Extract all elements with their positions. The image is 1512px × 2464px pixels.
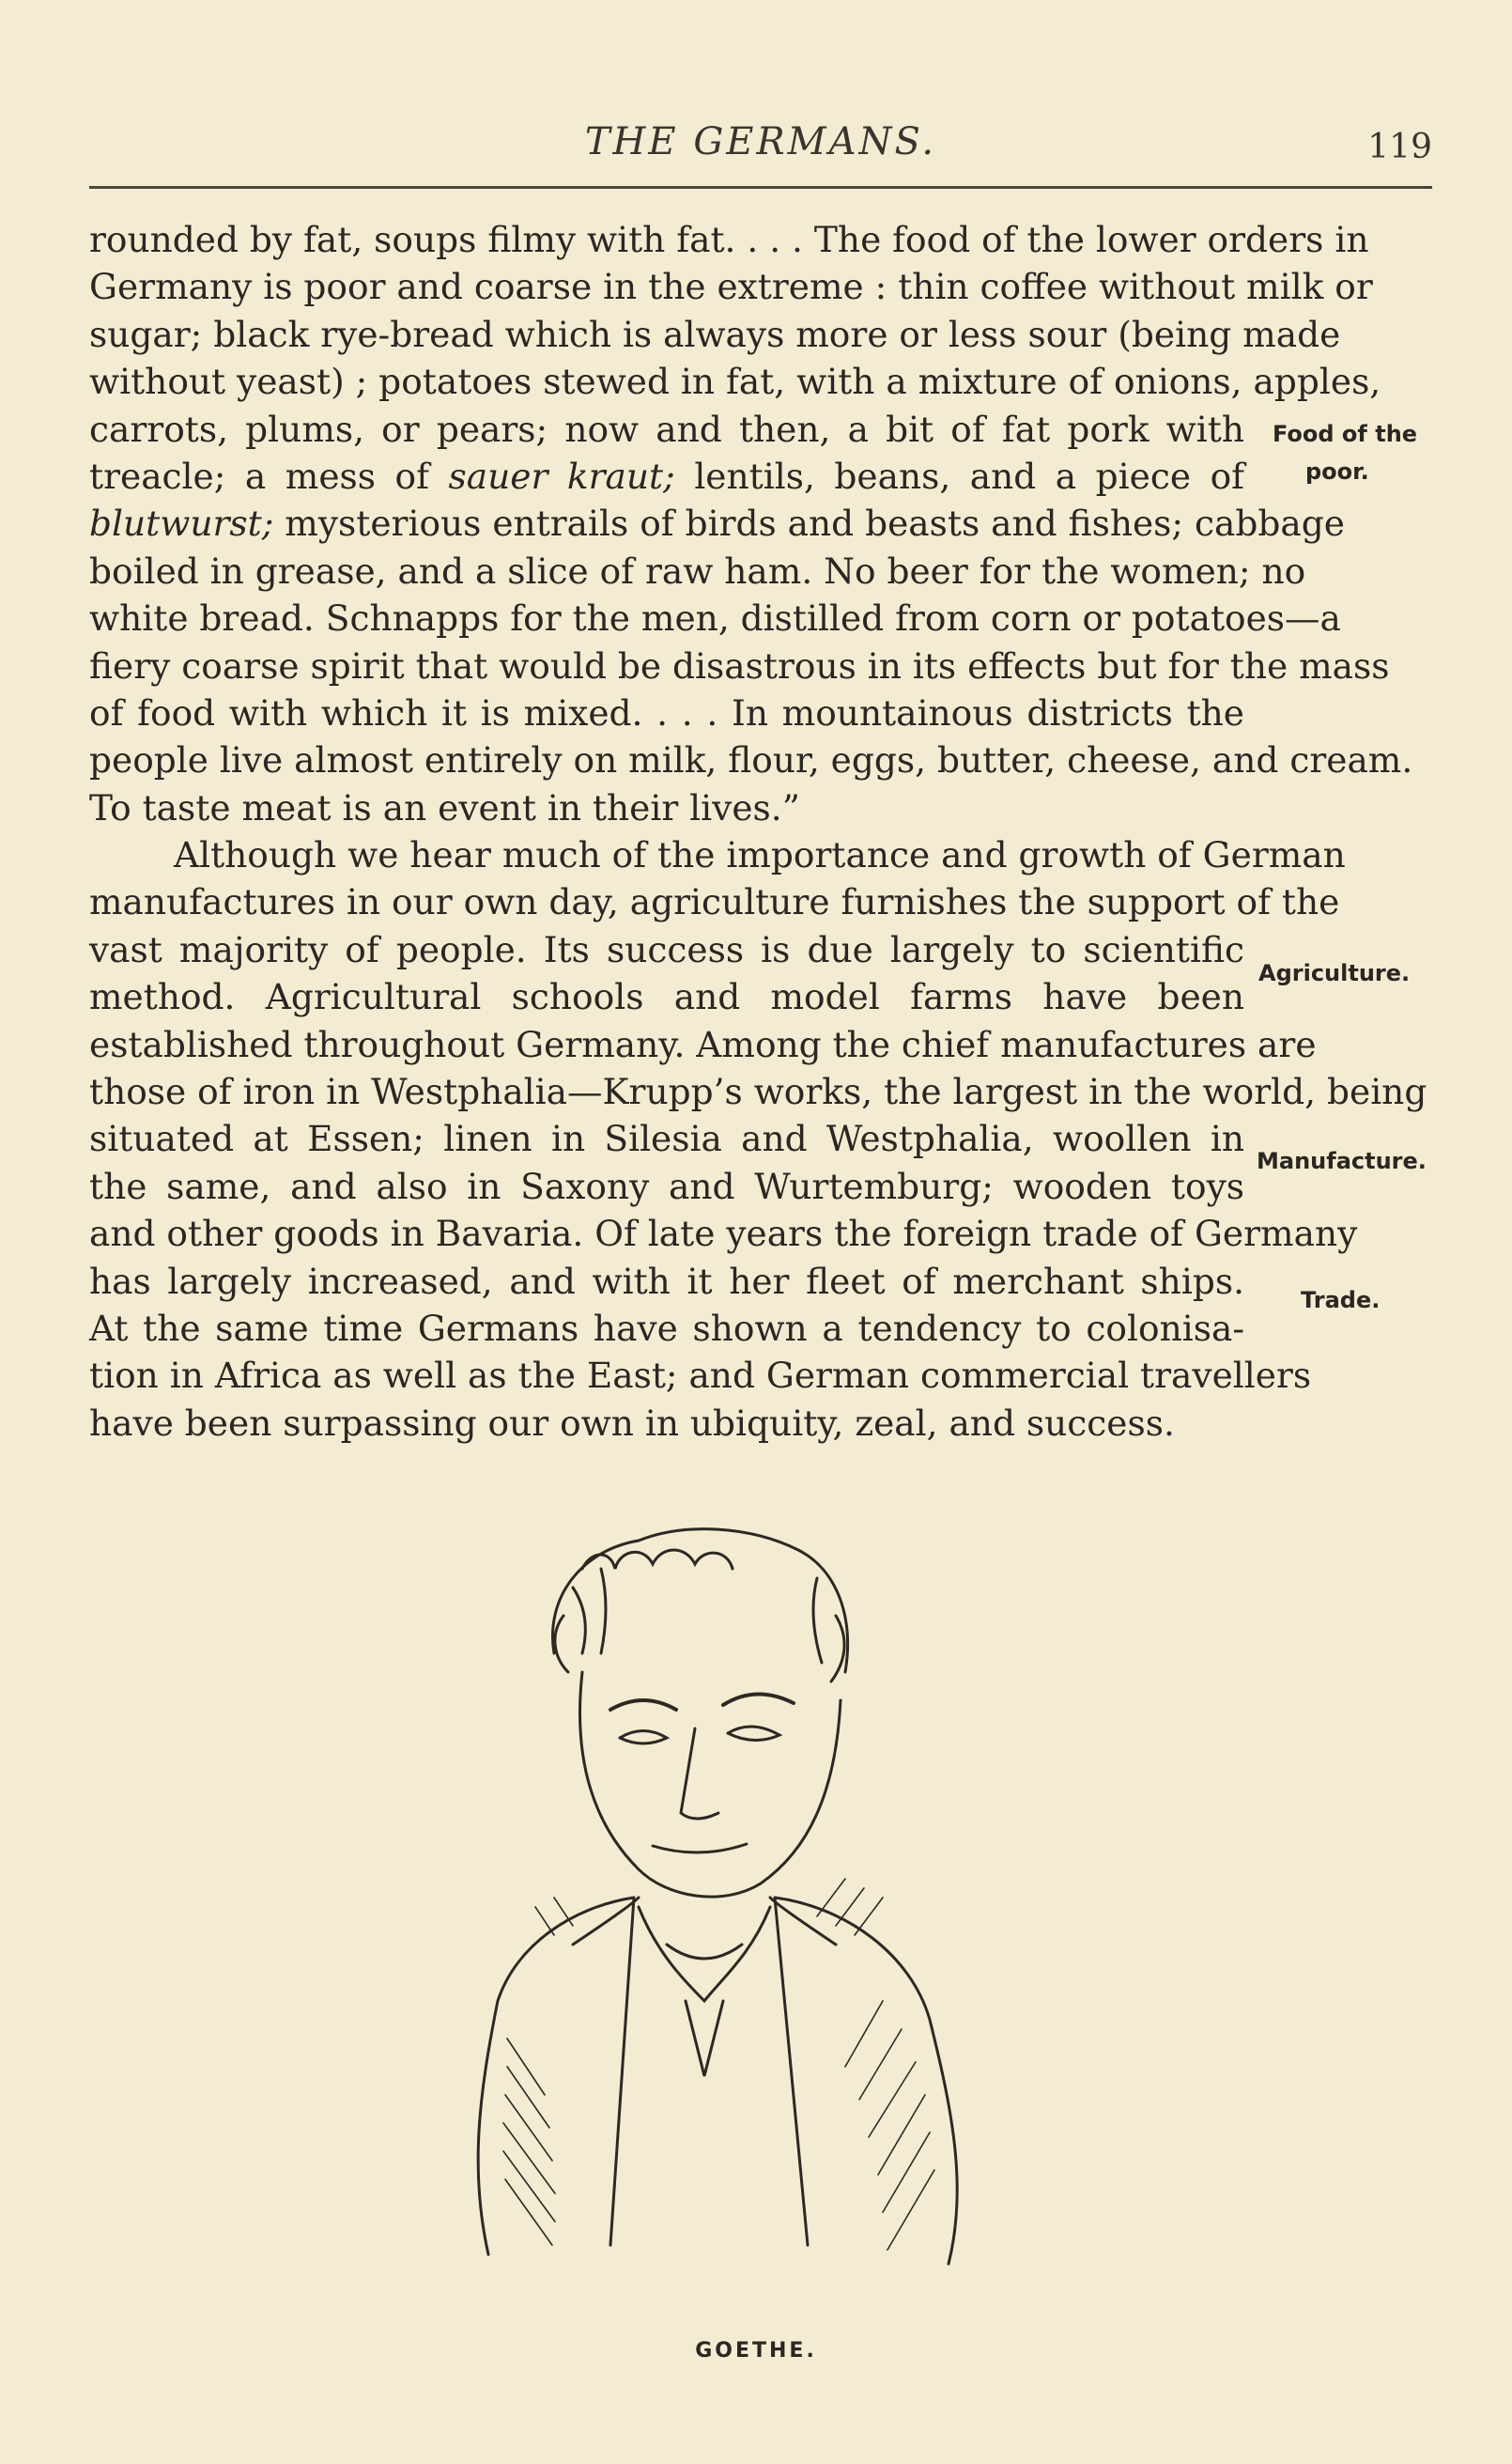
text-line: tion in Africa as well as the East; and German commercial travellers: [89, 1355, 1312, 1397]
text-line: At the same time Germans have shown a tendency to colonisa-: [89, 1307, 1244, 1349]
text-line: boiled in grease, and a slice of raw ham. No beer for the women; no: [89, 550, 1306, 592]
margin-note-manufacture: Manufacture.: [1257, 1148, 1427, 1174]
running-title: THE GERMANS.: [584, 120, 937, 163]
text-span: mysterious entrails of birds and beasts and fishes; cabbage: [285, 503, 1345, 545]
text-line: white bread. Schnapps for the men, distilled from corn or potatoes—a: [89, 597, 1341, 640]
body-text: [89, 216, 1427, 1447]
hair-curls: [552, 1529, 847, 1681]
italic-term: blutwurst;: [89, 503, 274, 545]
nose: [681, 1728, 718, 1819]
brow-left: [610, 1700, 676, 1710]
text-line: those of iron in Westphalia—Krupp’s works, the largest in the world, being: [89, 1071, 1427, 1113]
text-line: To taste meat is an event in their lives.”: [89, 786, 800, 829]
text-line: Germany is poor and coarse in the extreme : thin coffee without milk or: [89, 266, 1373, 308]
text-line: method. Agricultural schools and model farms have been: [89, 976, 1244, 1018]
brow-right: [723, 1694, 794, 1705]
text-line: and other goods in Bavaria. Of late years the foreign trade of Germany: [89, 1213, 1358, 1255]
text-line: [89, 453, 1244, 500]
portrait-caption: GOETHE.: [695, 2339, 817, 2363]
text-line: without yeast) ; potatoes stewed in fat, with a mixture of onions, apples,: [89, 361, 1381, 403]
text-line: the same, and also in Saxony and Wurtemburg; wooden toys: [89, 1165, 1244, 1207]
page-number: 119: [1367, 128, 1432, 166]
text-line: vast majority of people. Its success is due largely to scientific: [89, 928, 1244, 970]
text-span: lentils, beans, and a piece of: [694, 455, 1245, 497]
mouth: [653, 1844, 747, 1852]
text-line: carrots, plums, or pears; now and then, a bit of fat pork with: [89, 408, 1244, 450]
text-line: of food with which it is mixed. . . . In mountainous districts the: [89, 691, 1244, 734]
eye-left: [620, 1731, 667, 1744]
text-line: situated at Essen; linen in Silesia and Westphalia, woollen in: [89, 1118, 1244, 1160]
text-line: Although we hear much of the importance and growth of German: [174, 834, 1346, 876]
margin-note-food: Food of the: [1273, 421, 1418, 447]
margin-note-agriculture: Agriculture.: [1258, 960, 1411, 986]
text-line: people live almost entirely on milk, flour, eggs, butter, cheese, and cream.: [89, 739, 1413, 782]
text-line: manufactures in our own day, agriculture furnishes the support of the: [89, 881, 1340, 923]
collar: [573, 1898, 836, 1945]
text-line: established throughout Germany. Among the chief manufactures are: [89, 1023, 1317, 1065]
text-line: [89, 500, 1345, 547]
header-rule: [89, 186, 1432, 189]
text-line: have been surpassing our own in ubiquity, zeal, and success.: [89, 1402, 1175, 1444]
eye-right: [728, 1727, 779, 1741]
goethe-portrait: [441, 1512, 1089, 2311]
margin-note-trade: Trade.: [1301, 1287, 1381, 1313]
text-line: fiery coarse spirit that would be disastrous in its effects but for the mass: [89, 644, 1390, 687]
running-header: [89, 120, 1432, 177]
margin-note-poor: poor.: [1305, 458, 1369, 485]
text-line: rounded by fat, soups filmy with fat. . . . The food of the lower orders in: [89, 219, 1369, 260]
cravat: [639, 1907, 770, 2076]
italic-term: sauer kraut;: [448, 455, 675, 497]
text-span: treacle; a mess of: [89, 455, 429, 497]
text-line: has largely increased, and with it her fleet of merchant ships.: [89, 1260, 1244, 1302]
text-line: sugar; black rye-bread which is always more or less sour (being made: [89, 313, 1341, 355]
